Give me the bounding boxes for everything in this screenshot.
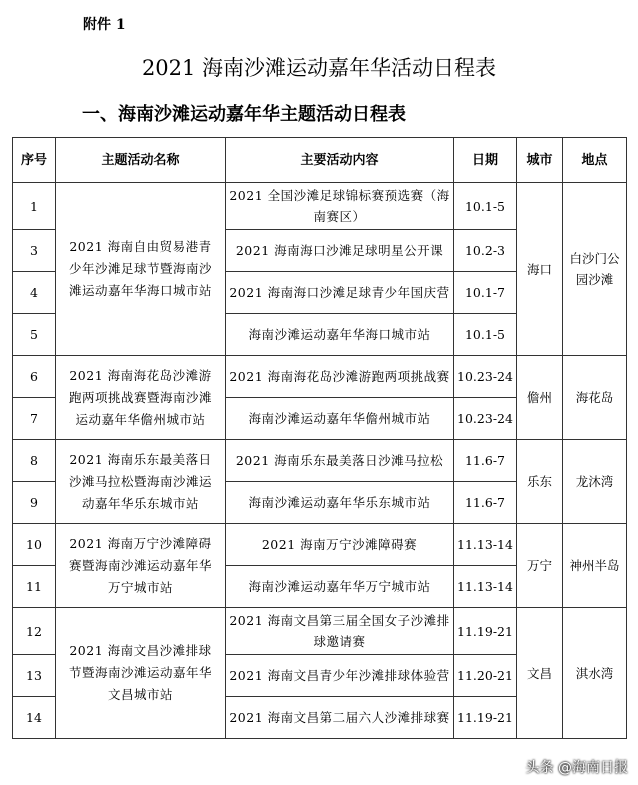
row-number: 10 bbox=[13, 524, 56, 566]
header-no: 序号 bbox=[13, 138, 56, 183]
header-date: 日期 bbox=[454, 138, 517, 183]
place: 神州半岛 bbox=[563, 524, 627, 608]
header-content: 主要活动内容 bbox=[226, 138, 454, 183]
place: 海花岛 bbox=[563, 356, 627, 440]
place: 白沙门公园沙滩 bbox=[563, 183, 627, 356]
schedule-table bbox=[12, 137, 627, 739]
row-number: 7 bbox=[13, 398, 56, 440]
activity-content-text: 2021 海南文昌第二届六人沙滩排球赛 bbox=[229, 710, 450, 725]
activity-content: 2021 海南海口沙滩足球青少年国庆营 bbox=[226, 272, 454, 314]
header-place: 地点 bbox=[563, 138, 627, 183]
header-theme: 主题活动名称 bbox=[56, 138, 226, 183]
activity-date: 10.1-5 bbox=[454, 183, 517, 230]
activity-date: 11.19-21 bbox=[454, 608, 517, 655]
city: 万宁 bbox=[517, 524, 563, 608]
activity-content: 2021 海南乐东最美落日沙滩马拉松 bbox=[226, 440, 454, 482]
attachment-label: 附件 1 bbox=[83, 17, 126, 33]
activity-date: 11.13-14 bbox=[454, 566, 517, 608]
activity-date: 11.6-7 bbox=[454, 482, 517, 524]
row-number: 5 bbox=[13, 314, 56, 356]
city: 文昌 bbox=[517, 608, 563, 739]
row-number: 4 bbox=[13, 272, 56, 314]
activity-date: 10.2-3 bbox=[454, 230, 517, 272]
table-row bbox=[13, 356, 627, 398]
row-number: 13 bbox=[13, 655, 56, 697]
activity-content: 海南沙滩运动嘉年华万宁城市站 bbox=[226, 566, 454, 608]
table-row bbox=[13, 608, 627, 655]
activity-date: 10.23-24 bbox=[454, 356, 517, 398]
row-number: 6 bbox=[13, 356, 56, 398]
city: 海口 bbox=[517, 183, 563, 356]
activity-content bbox=[226, 356, 454, 398]
activity-content: 2021 全国沙滩足球锦标赛预选赛（海南赛区） bbox=[226, 183, 454, 230]
activity-date: 11.6-7 bbox=[454, 440, 517, 482]
header-city: 城市 bbox=[517, 138, 563, 183]
city: 儋州 bbox=[517, 356, 563, 440]
activity-date: 10.1-7 bbox=[454, 272, 517, 314]
activity-content-text: 2021 海南海花岛沙滩游跑两项挑战赛 bbox=[229, 369, 450, 384]
section-heading: 一、海南沙滩运动嘉年华主题活动日程表 bbox=[82, 104, 406, 125]
activity-content bbox=[226, 697, 454, 739]
theme-name: 2021 海南乐东最美落日沙滩马拉松暨海南沙滩运动嘉年华乐东城市站 bbox=[56, 440, 226, 524]
table-header-row bbox=[13, 138, 627, 183]
activity-content: 海南沙滩运动嘉年华乐东城市站 bbox=[226, 482, 454, 524]
activity-date: 11.20-21 bbox=[454, 655, 517, 697]
row-number: 1 bbox=[13, 183, 56, 230]
place: 龙沐湾 bbox=[563, 440, 627, 524]
activity-content: 2021 海南万宁沙滩障碍赛 bbox=[226, 524, 454, 566]
activity-content bbox=[226, 655, 454, 697]
activity-content: 2021 海南海口沙滩足球明星公开课 bbox=[226, 230, 454, 272]
table-row bbox=[13, 524, 627, 566]
theme-name: 2021 海南海花岛沙滩游跑两项挑战赛暨海南沙滩运动嘉年华儋州城市站 bbox=[56, 356, 226, 440]
place: 淇水湾 bbox=[563, 608, 627, 739]
activity-date: 11.13-14 bbox=[454, 524, 517, 566]
city: 乐东 bbox=[517, 440, 563, 524]
row-number: 3 bbox=[13, 230, 56, 272]
activity-date: 10.23-24 bbox=[454, 398, 517, 440]
theme-name: 2021 海南文昌沙滩排球节暨海南沙滩运动嘉年华文昌城市站 bbox=[56, 608, 226, 739]
row-number: 14 bbox=[13, 697, 56, 739]
row-number: 8 bbox=[13, 440, 56, 482]
row-number: 9 bbox=[13, 482, 56, 524]
theme-name: 2021 海南自由贸易港青少年沙滩足球节暨海南沙滩运动嘉年华海口城市站 bbox=[56, 183, 226, 356]
table-row bbox=[13, 440, 627, 482]
watermark: 头条 @海南日报 bbox=[525, 760, 628, 776]
activity-content-text: 2021 海南文昌青少年沙滩排球体验营 bbox=[229, 668, 450, 683]
activity-date: 10.1-5 bbox=[454, 314, 517, 356]
row-number: 12 bbox=[13, 608, 56, 655]
document-title: 2021 海南沙滩运动嘉年华活动日程表 bbox=[141, 56, 497, 80]
row-number: 11 bbox=[13, 566, 56, 608]
activity-content: 2021 海南文昌第三届全国女子沙滩排球邀请赛 bbox=[226, 608, 454, 655]
activity-content: 海南沙滩运动嘉年华儋州城市站 bbox=[226, 398, 454, 440]
activity-date: 11.19-21 bbox=[454, 697, 517, 739]
activity-content: 海南沙滩运动嘉年华海口城市站 bbox=[226, 314, 454, 356]
theme-name: 2021 海南万宁沙滩障碍赛暨海南沙滩运动嘉年华万宁城市站 bbox=[56, 524, 226, 608]
table-row bbox=[13, 183, 627, 230]
